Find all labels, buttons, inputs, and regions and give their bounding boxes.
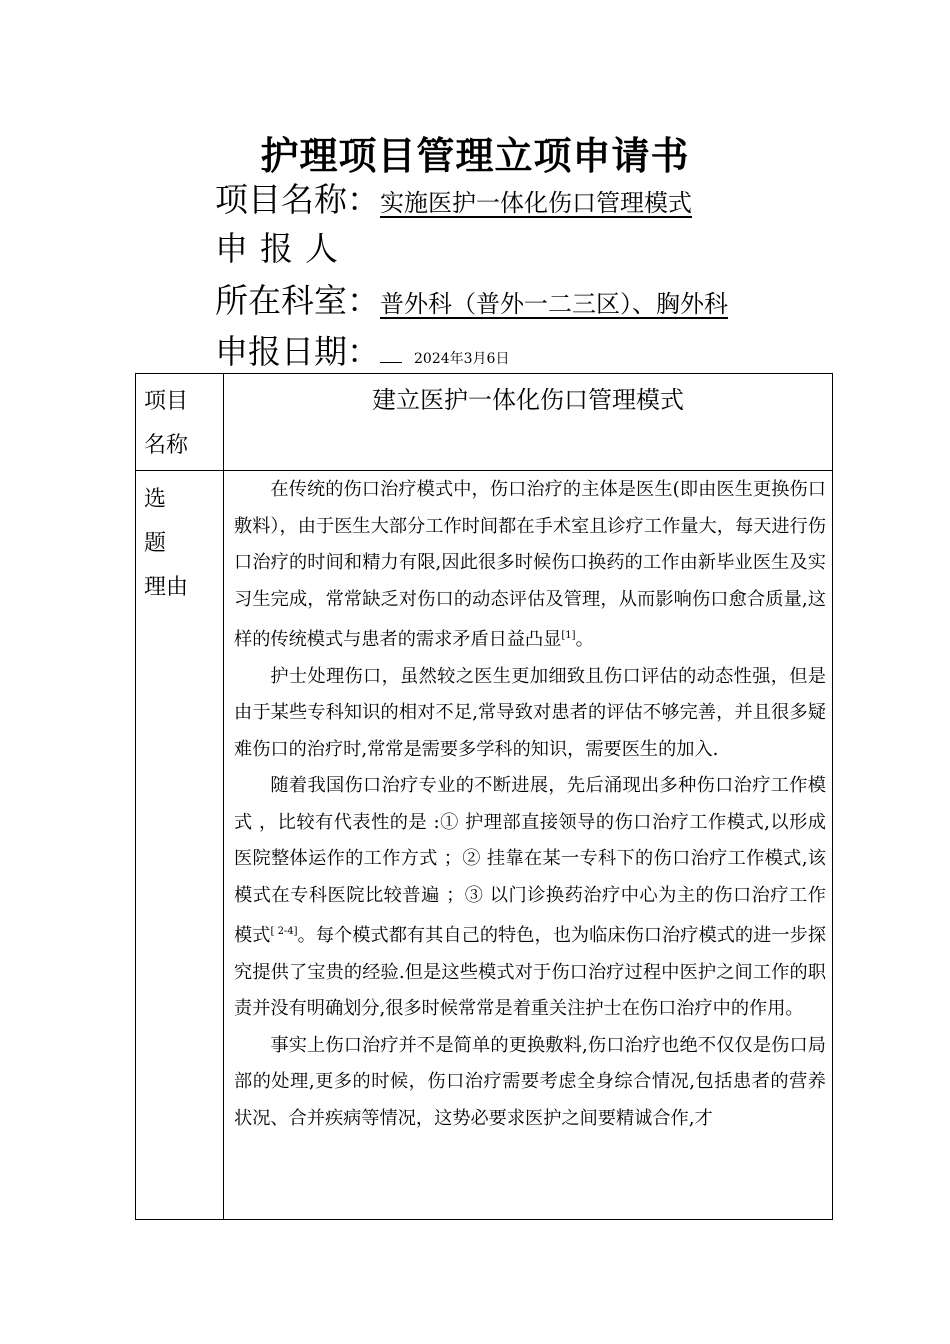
table-row-divider (136, 470, 832, 471)
application-table (135, 373, 833, 1220)
rationale-paragraph-2: 护士处理伤口，虽然较之医生更加细致且伤口评估的动态性强，但是由于某些专科知识的相对不足,常导致对患者的评估不够完善，并且很多疑难伤口的治疗时,常常是需要多学科的知识，需要医生的加入. (234, 665, 826, 760)
date-line (215, 332, 509, 379)
project-name-cell-content: 建立医护一体化伤口管理模式 (372, 386, 684, 414)
citation-1: [1] (561, 630, 576, 641)
project-name-cell-label-line2: 名称 (144, 433, 189, 458)
project-name-label: 项目名称： (215, 180, 380, 219)
rationale-cell-label (144, 478, 216, 610)
rationale-cell-label-line2: 理由 (144, 575, 189, 600)
citation-2-4: [ 2-4] (270, 926, 298, 937)
rationale-cell-content (234, 472, 826, 1137)
project-name-value: 实施医护一体化伤口管理模式 (380, 189, 692, 217)
date-underline (380, 332, 402, 363)
document-title: 护理项目管理立项申请书 (260, 133, 690, 178)
department-value: 普外科（普外一二三区）、胸外科 (380, 290, 728, 318)
department-label: 所在科室： (215, 281, 380, 320)
rationale-paragraph-4: 事实上伤口治疗并不是简单的更换敷料,伤口治疗也绝不仅仅是伤口局部的处理,更多的时候，伤口治疗需要考虑全身综合情况,包括患者的营养状况、合并疾病等情况，这势必要求医护之间要精诚合作,才 (234, 1034, 826, 1129)
applicant-label: 申报人 (215, 229, 350, 268)
project-name-cell-label (144, 380, 216, 468)
rationale-cell-label-line1: 选题 (144, 487, 193, 556)
date-value: 2024年3月6日 (414, 351, 510, 367)
project-name-cell-label-line1: 项目 (144, 389, 189, 414)
department-line (215, 281, 728, 324)
rationale-paragraph-3: 随着我国伤口治疗专业的不断进展，先后涌现出多种伤口治疗工作模式 ，比较有代表性的是 :① 护理部直接领导的伤口治疗工作模式,以形成医院整体运作的工作方式 ；② 挂靠在某一专科下的伤口治疗工作模式,该模式在专科医院比较普遍 ；③ 以门诊换药治疗中心为主的伤口治疗工作模式[ 2-4]。每个模式都有其自己的特色，也为临床伤口治疗模式的进一步探究提供了宝贵的经验.但是这些模式对于伤口治疗过程中医护之间工作的职责并没有明确划分,很多时候常常是着重关注护士在伤口治疗中的作用。 (234, 775, 826, 1019)
date-label: 申报日期： (215, 332, 380, 371)
project-name-line (215, 180, 692, 223)
rationale-paragraph-1: 在传统的伤口治疗模式中，伤口治疗的主体是医生(即由医生更换伤口敷料），由于医生大部分工作时间都在手术室且诊疗工作量大，每天进行伤口治疗的时间和精力有限,因此很多时候伤口换药的工作由新毕业医生及实习生完成，常常缺乏对伤口的动态评估及管理，从而影响伤口愈合质量,这样的传统模式与患者的需求矛盾日益凸显[1]。 (234, 479, 826, 650)
applicant-line (215, 229, 350, 269)
table-column-divider (223, 374, 224, 1219)
